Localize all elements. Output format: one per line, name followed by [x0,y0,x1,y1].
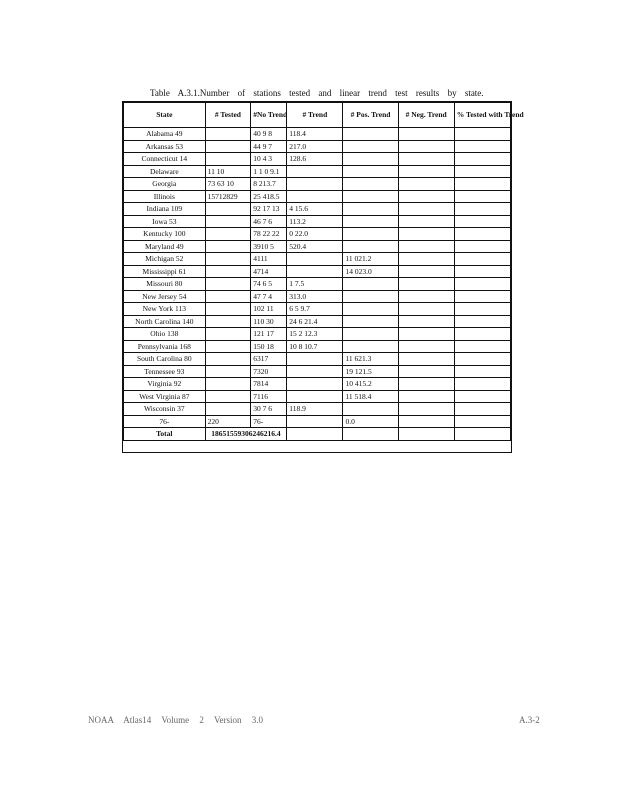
value-cell: 6 5 9.7 [287,303,343,316]
value-cell [398,265,454,278]
value-cell [454,178,510,191]
value-cell [287,390,343,403]
value-cell: 10 415.2 [343,378,398,391]
value-cell [398,315,454,328]
header-tested: # Tested [205,103,251,128]
table-row [124,328,511,341]
value-cell: 14 023.0 [343,265,398,278]
value-cell: 40 9 8 [251,128,287,141]
value-cell: 520.4 [287,240,343,253]
value-cell [454,278,510,291]
value-cell [454,303,510,316]
value-cell: 6317 [251,353,287,366]
value-cell: 24 6 21.4 [287,315,343,328]
value-cell: 121 17 [251,328,287,341]
value-cell: 11 518.4 [343,390,398,403]
value-cell [398,353,454,366]
value-cell [205,265,251,278]
state-cell: Arkansas 53 [124,140,206,153]
value-cell [205,340,251,353]
results-table [122,101,524,453]
table-row [124,340,511,353]
state-cell: Kentucky 100 [124,228,206,241]
value-cell [205,328,251,341]
value-cell: 4 15.6 [287,203,343,216]
value-cell [205,278,251,291]
footer-publication: NOAA Atlas14 Volume 2 Version 3.0 [88,715,264,725]
value-cell: 118.9 [287,403,343,416]
value-cell: 46 7 6 [251,215,287,228]
header-trend: # Trend [287,103,343,128]
table-row [124,153,511,166]
value-cell [287,415,343,428]
value-cell [205,153,251,166]
state-cell: Delaware [124,165,206,178]
value-cell: 4714 [251,265,287,278]
state-cell: Illinois [124,190,206,203]
table-row [124,140,511,153]
table-row [124,415,511,428]
footer-page-number: A.3-2 [519,715,540,725]
state-cell: Connecticut 14 [124,153,206,166]
value-cell [287,353,343,366]
value-cell [205,303,251,316]
value-cell [398,290,454,303]
value-cell [343,215,398,228]
value-cell [205,140,251,153]
table-row [124,215,511,228]
value-cell: 220 [205,415,251,428]
value-cell [454,165,510,178]
state-cell: New York 113 [124,303,206,316]
value-cell [398,328,454,341]
value-cell [454,328,510,341]
table-caption: Table A.3.1.Number of stations tested and linear trend test results by state. [150,88,484,98]
value-cell: 1 1 0 9.1 [251,165,287,178]
value-cell [454,190,510,203]
value-cell [454,415,510,428]
value-cell [398,278,454,291]
table-row [124,290,511,303]
value-cell [398,378,454,391]
value-cell: 118.4 [287,128,343,141]
value-cell [454,265,510,278]
value-cell [343,178,398,191]
value-cell: 3910 5 [251,240,287,253]
value-cell [343,240,398,253]
value-cell [454,315,510,328]
value-cell [398,215,454,228]
state-cell: North Carolina 140 [124,315,206,328]
state-cell: Wisconsin 37 [124,403,206,416]
value-cell [454,228,510,241]
value-cell [398,403,454,416]
total-value: 18651559306246216.4 [205,428,287,441]
table-row [124,278,511,291]
value-cell [454,153,510,166]
value-cell [454,353,510,366]
table-row [124,303,511,316]
value-cell: 76- [251,415,287,428]
value-cell [205,290,251,303]
value-cell: 1 7.5 [287,278,343,291]
value-cell [205,240,251,253]
header-no-trend: #No Trend [251,103,287,128]
value-cell: 217.0 [287,140,343,153]
table-row [124,128,511,141]
empty-cell [398,428,454,441]
value-cell [343,340,398,353]
table-row [124,353,511,366]
state-cell: 76- [124,415,206,428]
value-cell [205,390,251,403]
table-row [124,390,511,403]
value-cell [343,303,398,316]
table-row [124,165,511,178]
table-row [124,315,511,328]
value-cell [343,190,398,203]
state-cell: South Carolina 80 [124,353,206,366]
table-row [124,203,511,216]
value-cell [343,128,398,141]
value-cell [343,403,398,416]
value-cell: 11 10 [205,165,251,178]
value-cell: 313.0 [287,290,343,303]
value-cell: 10 8 10.7 [287,340,343,353]
value-cell [454,378,510,391]
value-cell: 30 7 6 [251,403,287,416]
value-cell [398,178,454,191]
state-cell: New Jersey 54 [124,290,206,303]
value-cell [287,190,343,203]
state-cell: Georgia [124,178,206,191]
value-cell [287,378,343,391]
value-cell: 7814 [251,378,287,391]
value-cell [454,390,510,403]
value-cell [287,178,343,191]
state-cell: Ohio 138 [124,328,206,341]
total-row [124,428,511,441]
state-cell: Pennsylvania 168 [124,340,206,353]
value-cell [287,253,343,266]
header-pos-trend: # Pos. Trend [343,103,398,128]
state-cell: Missouri 80 [124,278,206,291]
table-row [124,378,511,391]
value-cell: 113.2 [287,215,343,228]
value-cell [398,165,454,178]
value-cell: 0 22.0 [287,228,343,241]
value-cell [205,403,251,416]
value-cell [205,378,251,391]
state-cell: Mississippi 61 [124,265,206,278]
value-cell [205,203,251,216]
value-cell: 11 621.3 [343,353,398,366]
value-cell [343,290,398,303]
value-cell [287,265,343,278]
header-neg-trend: # Neg. Trend [398,103,454,128]
value-cell [398,303,454,316]
table-row [124,365,511,378]
value-cell [343,278,398,291]
value-cell [398,415,454,428]
value-cell: 25 418.5 [251,190,287,203]
value-cell [343,165,398,178]
total-label: Total [124,428,206,441]
value-cell: 74 6 5 [251,278,287,291]
value-cell: 11 021.2 [343,253,398,266]
value-cell [454,215,510,228]
value-cell: 7116 [251,390,287,403]
table-row [124,403,511,416]
value-cell [398,253,454,266]
value-cell [398,340,454,353]
value-cell [454,365,510,378]
value-cell [287,365,343,378]
state-cell: West Virginia 87 [124,390,206,403]
value-cell [205,253,251,266]
value-cell: 8 213.7 [251,178,287,191]
value-cell: 4111 [251,253,287,266]
value-cell [398,365,454,378]
value-cell [454,253,510,266]
value-cell: 0.0 [343,415,398,428]
table-row [124,265,511,278]
value-cell [454,240,510,253]
value-cell [343,228,398,241]
state-cell: Indiana 109 [124,203,206,216]
value-cell: 73 63 10 [205,178,251,191]
value-cell [287,165,343,178]
value-cell [398,140,454,153]
value-cell [398,228,454,241]
empty-cell [343,428,398,441]
value-cell: 150 18 [251,340,287,353]
value-cell: 47 7 4 [251,290,287,303]
value-cell [398,128,454,141]
value-cell: 15712829 [205,190,251,203]
state-cell: Maryland 49 [124,240,206,253]
value-cell [454,140,510,153]
value-cell: 7320 [251,365,287,378]
header-state: State [124,103,206,128]
value-cell [454,128,510,141]
value-cell: 92 17 13 [251,203,287,216]
table-row [124,190,511,203]
value-cell [205,365,251,378]
state-cell: Iowa 53 [124,215,206,228]
value-cell [343,140,398,153]
value-cell [205,215,251,228]
value-cell [454,340,510,353]
header-row [124,103,511,128]
state-cell: Tennessee 93 [124,365,206,378]
value-cell: 78 22 22 [251,228,287,241]
value-cell [205,315,251,328]
value-cell [398,153,454,166]
value-cell [398,240,454,253]
value-cell [205,353,251,366]
table-row [124,240,511,253]
value-cell [454,403,510,416]
state-cell: Virginia 92 [124,378,206,391]
value-cell [454,203,510,216]
table-row [124,253,511,266]
empty-cell [287,428,343,441]
empty-cell [454,428,510,441]
table-row [124,178,511,191]
value-cell: 102 11 [251,303,287,316]
value-cell: 15 2 12.3 [287,328,343,341]
value-cell [343,203,398,216]
value-cell: 44 9 7 [251,140,287,153]
table-row [124,228,511,241]
value-cell: 128.6 [287,153,343,166]
value-cell [398,190,454,203]
value-cell [205,228,251,241]
value-cell [343,315,398,328]
value-cell [205,128,251,141]
value-cell [398,390,454,403]
header-pct-trend: % Tested with Trend [454,103,510,128]
value-cell [343,328,398,341]
state-cell: Michigan 52 [124,253,206,266]
value-cell: 10 4 3 [251,153,287,166]
value-cell: 110 30 [251,315,287,328]
value-cell [343,153,398,166]
state-cell: Alabama 49 [124,128,206,141]
value-cell [398,203,454,216]
value-cell: 19 121.5 [343,365,398,378]
value-cell [454,290,510,303]
